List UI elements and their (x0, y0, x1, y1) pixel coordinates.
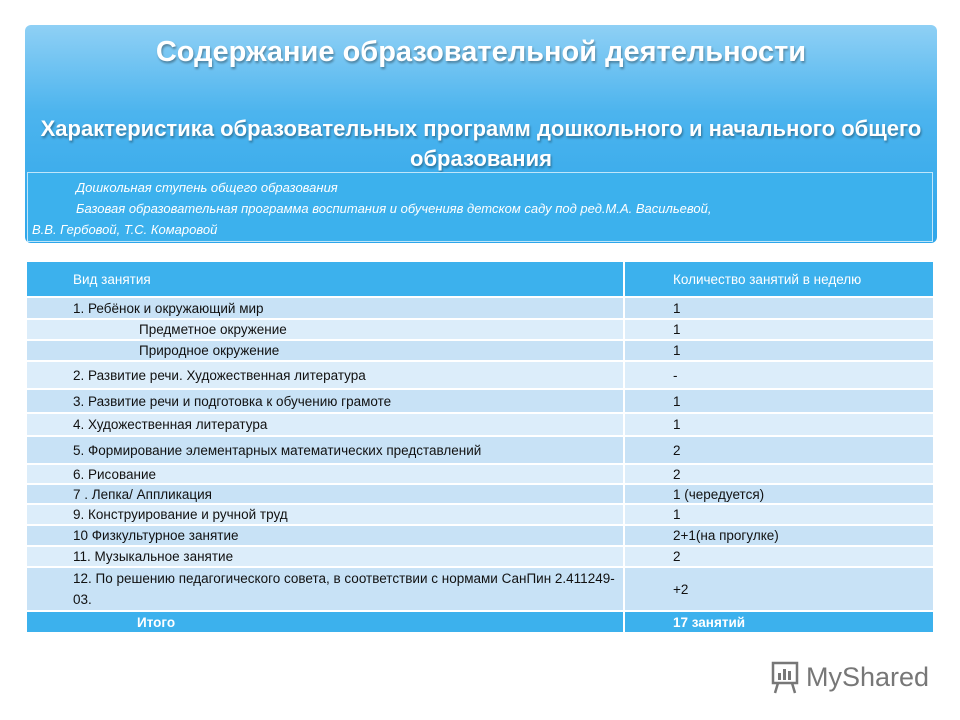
activity-count: 1 (624, 319, 933, 340)
activities-table (27, 262, 933, 634)
activity-count: 1 (624, 340, 933, 361)
table-row (27, 464, 933, 484)
total-label: Итого (27, 611, 624, 633)
table-row (27, 436, 933, 464)
activity-name: 1. Ребёнок и окружающий мир (27, 297, 624, 319)
table-row (27, 413, 933, 436)
table-row (27, 340, 933, 361)
activity-count: 1 (624, 413, 933, 436)
activity-name: 11. Музыкальное занятие (27, 546, 624, 567)
total-row (27, 611, 933, 633)
activity-count: 2+1(на прогулке) (624, 525, 933, 546)
activity-name: Предметное окружение (27, 319, 624, 340)
activity-name: 10 Физкультурное занятие (27, 525, 624, 546)
header-count: Количество занятий в неделю (624, 262, 933, 297)
table-row (27, 389, 933, 413)
table-row (27, 361, 933, 389)
activity-count: 1 (чередуется) (624, 484, 933, 504)
table-row (27, 525, 933, 546)
program-info (27, 172, 933, 242)
watermark-text: MyShared (806, 661, 930, 692)
page-subtitle: Характеристика образовательных программ дошкольного и начального общего образования (40, 116, 922, 171)
activity-name: 12. По решению педагогического совета, в соответствии с нормами СанПин 2.411249-03. (27, 567, 624, 611)
activity-count: +2 (624, 567, 933, 611)
activity-count: 1 (624, 297, 933, 319)
table-row (27, 546, 933, 567)
table-row (27, 319, 933, 340)
activity-name: 3. Развитие речи и подготовка к обучению грамоте (27, 389, 624, 413)
info-line: Базовая образовательная программа воспитания и обученияв детском саду под ред.М.А. Васильевой, (76, 201, 712, 216)
presentation-icon (770, 660, 800, 694)
table-header (27, 262, 933, 297)
header-activity: Вид занятия (27, 262, 624, 297)
table-row (27, 297, 933, 319)
activity-name: 2. Развитие речи. Художественная литература (27, 361, 624, 389)
activity-count: 2 (624, 546, 933, 567)
info-line: Дошкольная ступень общего образования (76, 180, 338, 195)
table-row (27, 484, 933, 504)
table-row (27, 567, 933, 611)
activity-name: 4. Художественная литература (27, 413, 624, 436)
info-line: В.В. Гербовой, Т.С. Комаровой (32, 222, 218, 237)
table-row (27, 504, 933, 525)
activity-count: 2 (624, 464, 933, 484)
page-title: Содержание образовательной деятельности (155, 36, 807, 68)
activity-count: 1 (624, 389, 933, 413)
activity-name: 7 . Лепка/ Аппликация (27, 484, 624, 504)
activity-count: - (624, 361, 933, 389)
activity-name: 6. Рисование (27, 464, 624, 484)
activity-name: 9. Конструирование и ручной труд (27, 504, 624, 525)
activity-count: 2 (624, 436, 933, 464)
watermark-logo (770, 660, 929, 694)
activity-name: 5. Формирование элементарных математических представлений (27, 436, 624, 464)
total-value: 17 занятий (624, 611, 933, 633)
activity-count: 1 (624, 504, 933, 525)
activity-name: Природное окружение (27, 340, 624, 361)
